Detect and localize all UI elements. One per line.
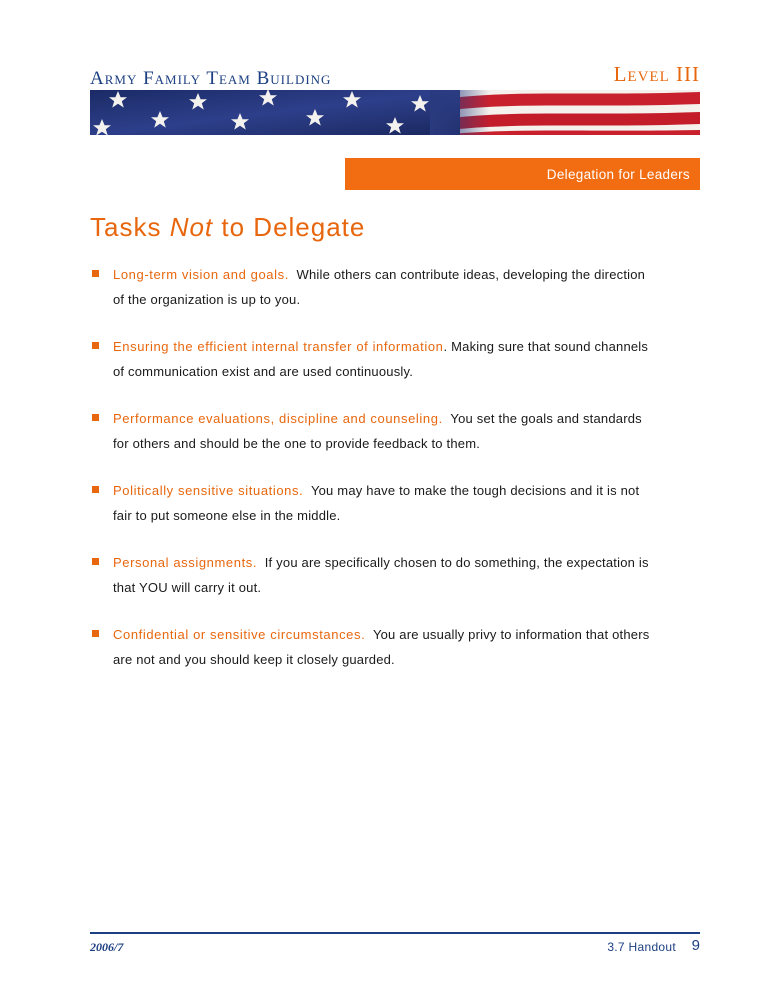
square-bullet-icon [92, 630, 99, 637]
page-number: 9 [691, 937, 700, 954]
task-heading: Performance evaluations, discipline and counseling. [113, 411, 443, 426]
square-bullet-icon [92, 342, 99, 349]
task-description: You may have to make the tough decisions and it is not fair to put someone else in the middle. [113, 483, 640, 523]
task-item [90, 262, 650, 334]
task-item [90, 334, 650, 406]
page-title [90, 212, 365, 243]
task-list [90, 262, 650, 694]
task-description: You set the goals and standards for others and should be the one to provide feedback to them. [113, 411, 642, 451]
task-description: You are usually privy to information that others are not and you should keep it closely guarded. [113, 627, 650, 667]
square-bullet-icon [92, 558, 99, 565]
task-item [90, 478, 650, 550]
square-bullet-icon [92, 414, 99, 421]
page-title-emphasis: Not [169, 212, 214, 242]
task-heading: Personal assignments. [113, 555, 258, 570]
task-description: While others can contribute ideas, developing the direction of the organization is up to you. [113, 267, 646, 307]
task-description: If you are specifically chosen to do something, the expectation is that YOU will carry it out. [113, 555, 649, 595]
task-item [90, 550, 650, 622]
section-banner [345, 158, 700, 190]
section-banner-label: Delegation for Leaders [546, 166, 690, 182]
header-title: Army Family Team Building [90, 68, 332, 89]
page-title-end: to Delegate [213, 212, 366, 242]
task-item [90, 406, 650, 478]
square-bullet-icon [92, 270, 99, 277]
task-description: . Making sure that sound channels of communication exist and are used continuously. [113, 339, 649, 379]
square-bullet-icon [92, 486, 99, 493]
task-heading: Long-term vision and goals. [113, 267, 289, 282]
footer-handout-label: 3.7 Handout [607, 940, 676, 954]
page-title-start: Tasks [90, 212, 170, 242]
footer-divider [90, 932, 700, 934]
task-heading: Ensuring the efficient internal transfer of information [113, 339, 444, 354]
flag-banner-image [90, 90, 700, 135]
header-level: Level III [613, 62, 700, 86]
task-item [90, 622, 650, 694]
task-heading: Confidential or sensitive circumstances. [113, 627, 366, 642]
footer-date: 2006/7 [90, 940, 124, 954]
task-heading: Politically sensitive situations. [113, 483, 304, 498]
